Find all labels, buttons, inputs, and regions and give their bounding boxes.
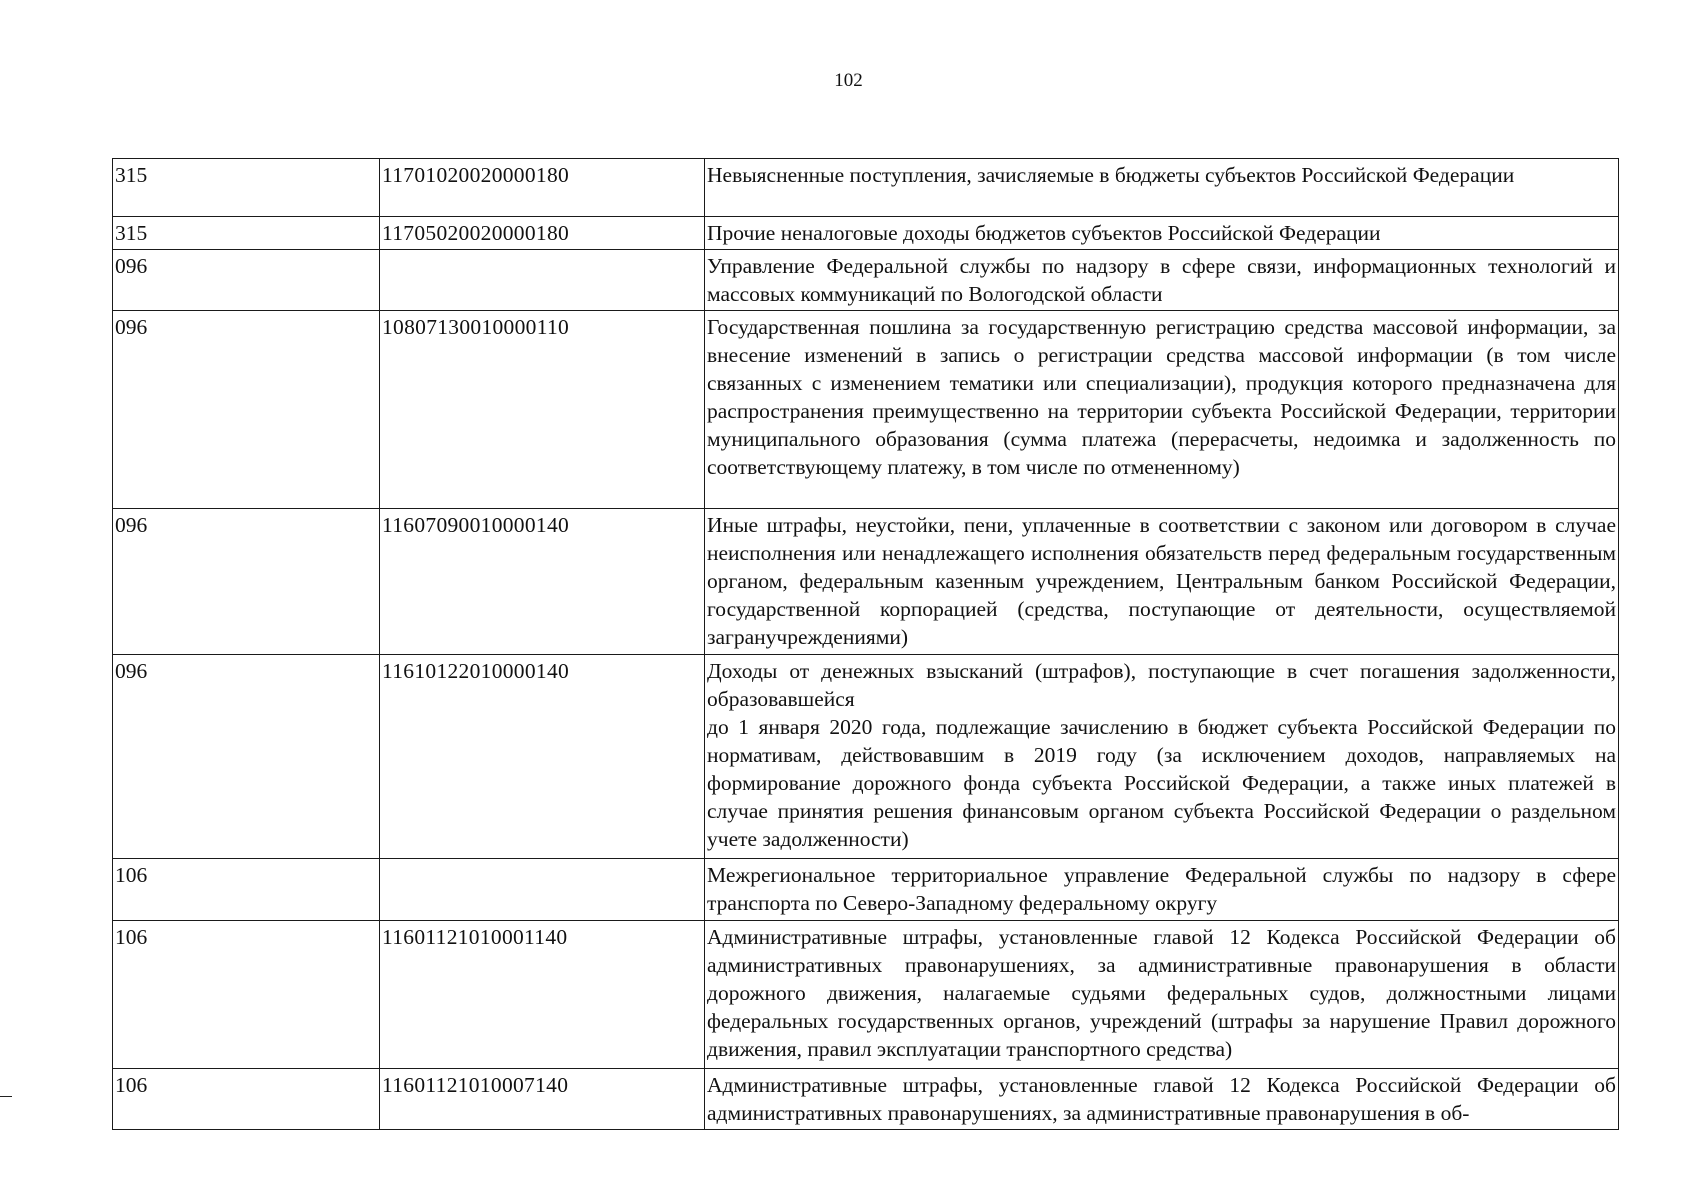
admin-code-cell: 106 xyxy=(113,859,380,921)
table-row xyxy=(113,921,1619,1069)
description-cell xyxy=(705,250,1619,311)
description-text: Административные штрафы, установленные главой 12 Кодекса Российской Федерации об административных правонарушениях, за административные правонарушения в об- xyxy=(707,1073,1616,1125)
description-cell xyxy=(705,159,1619,217)
description-cell xyxy=(705,311,1619,509)
table-row xyxy=(113,1069,1619,1130)
admin-code-cell: 315 xyxy=(113,217,380,250)
description-text: Иные штрафы, неустойки, пени, уплаченные в соответствии с законом или договором в случае неисполнения или ненадлежащего исполнения обязательств перед федеральным государственным органом, федеральным казенным учреждением, Центральным банком Российской Федерации, государственной корпорацией (средства, поступающие от деятельности, осуществляемой загранучреждениями) xyxy=(707,513,1616,649)
description-cell xyxy=(705,859,1619,921)
budget-code-cell xyxy=(380,250,705,311)
table-row xyxy=(113,859,1619,921)
admin-code-cell: 096 xyxy=(113,509,380,655)
description-cell xyxy=(705,217,1619,250)
budget-code-cell: 11607090010000140 xyxy=(380,509,705,655)
admin-code-cell: 106 xyxy=(113,921,380,1069)
table-row xyxy=(113,655,1619,859)
table-row xyxy=(113,159,1619,217)
description-text: Прочие неналоговые доходы бюджетов субъектов Российской Федерации xyxy=(707,221,1381,245)
table-row xyxy=(113,311,1619,509)
admin-code-cell: 315 xyxy=(113,159,380,217)
page-number: 102 xyxy=(834,70,863,91)
table-row xyxy=(113,509,1619,655)
budget-code-cell xyxy=(380,859,705,921)
description-text: Государственная пошлина за государственную регистрацию средства массовой информации, за внесение изменений в запись о регистрации средства массовой информации (в том числе связанных с изменением тематики или специализации), продукция которого предназначена для распространения преимущественно на территории субъекта Российской Федерации, территории муниципального образования (сумма платежа (перерасчеты, недоимка и задолженность по соответствующему платежу, в том числе по отмененному) xyxy=(707,315,1616,479)
table-row xyxy=(113,217,1619,250)
admin-code-cell: 096 xyxy=(113,311,380,509)
table-row xyxy=(113,250,1619,311)
description-cell xyxy=(705,1069,1619,1130)
budget-code-cell: 11705020020000180 xyxy=(380,217,705,250)
description-text: Управление Федеральной службы по надзору в сфере связи, информационных технологий и массовых коммуникаций по Вологодской области xyxy=(707,254,1616,306)
description-text: Межрегиональное территориальное управление Федеральной службы по надзору в сфере транспорта по Северо-Западному федеральному округу xyxy=(707,863,1616,915)
budget-code-cell: 11701020020000180 xyxy=(380,159,705,217)
admin-code-cell: 096 xyxy=(113,655,380,859)
budget-code-cell: 11601121010001140 xyxy=(380,921,705,1069)
admin-code-cell: 106 xyxy=(113,1069,380,1130)
budget-code-cell: 11610122010000140 xyxy=(380,655,705,859)
description-text-continued: до 1 января 2020 года, подлежащие зачислению в бюджет субъекта Российской Федерации по нормативам, действовавшим в 2019 году (за исключением доходов, направляемых на формирование дорожного фонда субъекта Российской Федерации, а также иных платежей в случае принятия решения финансовым органом субъекта Российской Федерации о раздельном учете задолженности) xyxy=(707,715,1616,851)
revenue-codes-table xyxy=(112,158,1619,1130)
budget-code-cell: 10807130010000110 xyxy=(380,311,705,509)
margin-mark xyxy=(0,1096,12,1097)
admin-code-cell: 096 xyxy=(113,250,380,311)
description-cell xyxy=(705,655,1619,859)
budget-code-cell: 11601121010007140 xyxy=(380,1069,705,1130)
description-cell xyxy=(705,921,1619,1069)
description-cell xyxy=(705,509,1619,655)
description-text: Невыясненные поступления, зачисляемые в бюджеты субъектов Российской Федерации xyxy=(707,163,1515,187)
description-text: Доходы от денежных взысканий (штрафов), поступающие в счет погашения задолженности, образовавшейся xyxy=(707,659,1616,711)
description-text: Административные штрафы, установленные главой 12 Кодекса Российской Федерации об административных правонарушениях, за административные правонарушения в области дорожного движения, налагаемые судьями федеральных судов, должностными лицами федеральных государственных органов, учреждений (штрафы за нарушение Правил дорожного движения, правил эксплуатации транспортного средства) xyxy=(707,925,1616,1061)
